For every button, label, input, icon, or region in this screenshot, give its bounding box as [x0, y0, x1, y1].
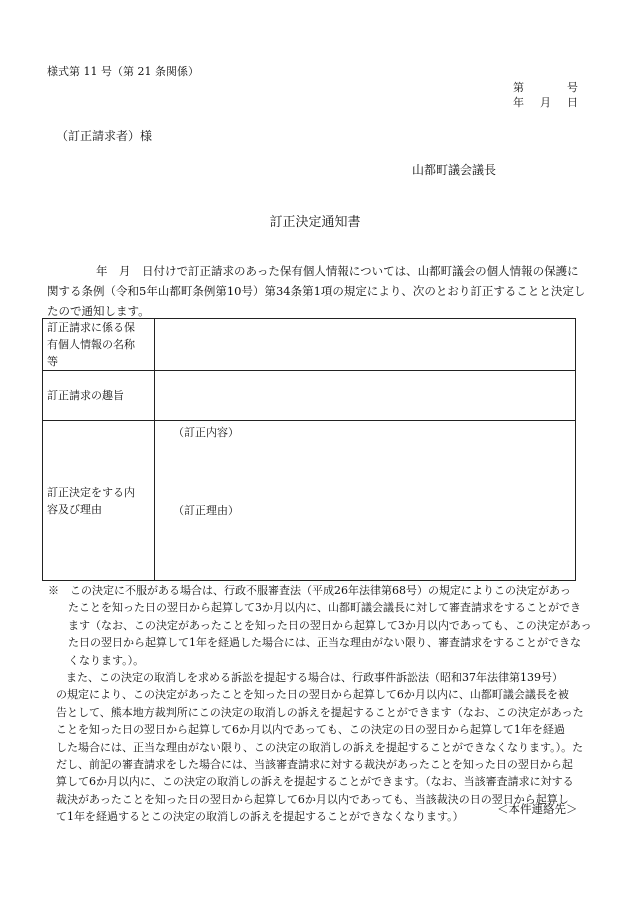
correction-content-label: （訂正内容）	[173, 426, 239, 439]
note-line: た日の翌日から起算して1年を経過した場合には、正当な理由がない限り、審査請求をすることができな	[68, 636, 581, 650]
label-line: 有個人情報の名称	[47, 338, 135, 351]
note-line: また、この決定の取消しを求める訴訟を提起する場合は、行政事件訴訟法（昭和37年法律第139号）	[66, 671, 563, 685]
row-label-purpose	[43, 371, 155, 421]
decision-field	[155, 421, 576, 581]
purpose-field	[155, 371, 576, 421]
row-label-decision	[43, 421, 155, 581]
issue-date-month: 月	[540, 96, 551, 109]
intro-line: 年 月 日付けで訂正請求のあった保有個人情報については、山都町議会の個人情報の保護に	[96, 264, 579, 278]
issue-date	[513, 97, 578, 108]
note-line: て1年を経過するとこの決定の取消しの訴えを提起することができなくなります。）	[56, 810, 464, 824]
recipient: （訂正請求者）様	[56, 129, 153, 143]
note-line: たことを知った日の翌日から起算して3か月以内に、山都町議会議長に対して審査請求をすることができ	[68, 601, 581, 615]
label-line: 訂正決定をする内	[47, 485, 135, 499]
issue-number	[513, 82, 578, 93]
issue-number-suffix: 号	[567, 81, 578, 94]
row-label-info-name	[43, 319, 155, 371]
table-row	[43, 319, 576, 371]
note-line: 裁決があったことを知った日の翌日から起算して6か月以内であっても、当該裁決の日の翌日から起算し	[56, 792, 569, 806]
note-line: 告として、熊本地方裁判所にこの決定の取消しの訴えを提起することができます（なお、この決定があった	[56, 705, 584, 719]
table-row	[43, 421, 576, 581]
sender: 山都町議会議長	[412, 163, 497, 177]
note-line: した場合には、正当な理由がない限り、この決定の取消しの訴えを提起することができなくなります。）。た	[56, 740, 584, 754]
form-number: 様式第 11 号（第 21 条関係）	[47, 65, 199, 78]
note-line: の規定により、この決定があったことを知った日の翌日から起算して6か月以内に、山都町議会議長を被	[56, 688, 569, 702]
note-line: ※ この決定に不服がある場合は、行政不服審査法（平成26年法律第68号）の規定によりこの決定があっ	[48, 584, 571, 597]
note-line: だし、前記の審査請求をした場合には、当該審査請求に対する裁決があったことを知った日の翌日から起	[56, 758, 573, 772]
issue-number-prefix: 第	[513, 81, 524, 94]
contact-heading: ＜本件連絡先＞	[497, 802, 578, 816]
document-title: 訂正決定通知書	[269, 215, 361, 230]
note-line: ことを知った日の翌日から起算して6か月以内であっても、この決定の日の翌日から起算して1年を経過	[56, 723, 565, 737]
issue-date-year: 年	[513, 96, 524, 109]
note-line: ます（なお、この決定があったことを知った日の翌日から起算して3か月以内であっても、この決定があっ	[68, 618, 592, 632]
table-row	[43, 371, 576, 421]
label-line: 訂正請求に係る保	[47, 321, 135, 334]
decision-table	[42, 318, 576, 581]
issue-date-day: 日	[567, 96, 578, 109]
note-line: 算して6か月以内に、この決定の取消しの訴えを提起することができます。（なお、当該審査請求に対する	[56, 775, 574, 789]
intro-paragraph	[47, 261, 586, 321]
intro-line: たので通知します。	[47, 304, 150, 318]
label-line: 容及び理由	[47, 502, 102, 516]
correction-reason-label: （訂正理由）	[173, 504, 239, 517]
info-name-field	[155, 319, 576, 371]
intro-line: 関する条例（令和5年山都町条例第10号）第34条第1項の規定により、次のとおり訂正することと決定し	[47, 284, 586, 298]
label-line: 等	[47, 355, 58, 368]
label-line: 訂正請求の趣旨	[47, 389, 124, 402]
appeal-notes	[48, 582, 592, 826]
note-line: くなります。）。	[68, 653, 145, 667]
